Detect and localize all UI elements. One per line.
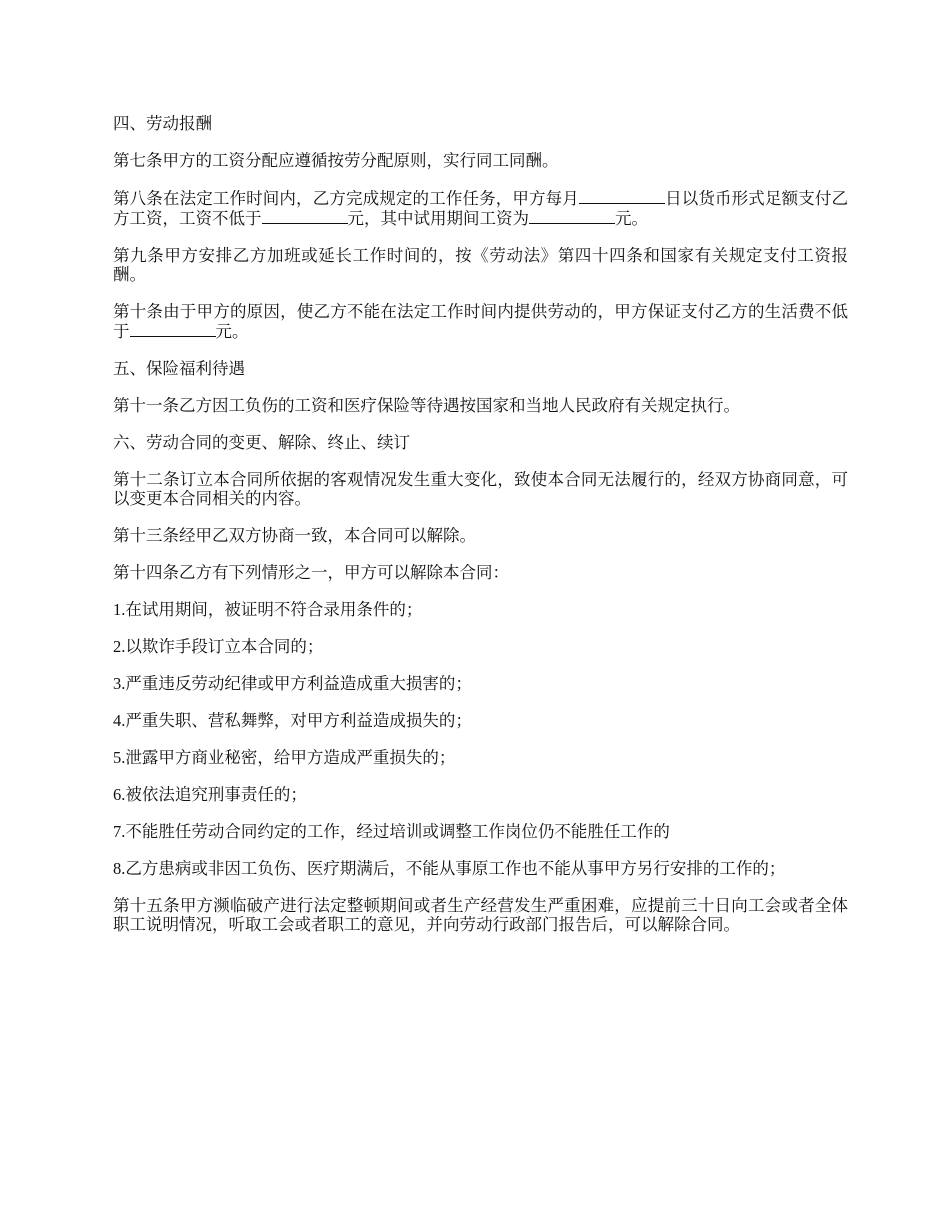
article-10 bbox=[113, 302, 848, 341]
min-wage-blank[interactable] bbox=[262, 208, 348, 224]
list-item-1: 1.在试用期间，被证明不符合录用条件的； bbox=[113, 600, 423, 619]
list-item-4: 4.严重失职、营私舞弊，对甲方利益造成损失的； bbox=[113, 711, 472, 730]
article-14: 第十四条乙方有下列情形之一，甲方可以解除本合同： bbox=[113, 563, 509, 582]
article-9: 第九条甲方安排乙方加班或延长工作时间的，按《劳动法》第四十四条和国家有关规定支付工资报酬。 bbox=[113, 246, 848, 284]
article-13: 第十三条经甲乙双方协商一致，本合同可以解除。 bbox=[113, 526, 476, 545]
article-15: 第十五条甲方濒临破产进行法定整顿期间或者生产经营发生严重困难，应提前三十日向工会或者全体职工说明情况，听取工会或者职工的意见，并向劳动行政部门报告后，可以解除合同。 bbox=[113, 896, 848, 934]
article-10-text-1: 第十条由于甲方的原因，使乙方不能在法定工作时间内提供劳动的，甲方保证支付乙方的生活费不低于 bbox=[113, 302, 848, 341]
article-8-text-4: 元。 bbox=[615, 209, 648, 228]
pay-day-blank[interactable] bbox=[579, 188, 665, 204]
article-8-text-2: 日以货币形式足额支付乙方工资，工资不低于 bbox=[113, 189, 849, 228]
article-7: 第七条甲方的工资分配应遵循按劳分配原则，实行同工同酬。 bbox=[113, 151, 559, 170]
article-10-text-2: 元。 bbox=[215, 322, 249, 341]
living-allowance-blank[interactable] bbox=[130, 321, 216, 337]
article-11: 第十一条乙方因工负伤的工资和医疗保险等待遇按国家和当地人民政府有关规定执行。 bbox=[113, 396, 740, 415]
list-item-6: 6.被依法追究刑事责任的； bbox=[113, 785, 307, 804]
probation-wage-blank[interactable] bbox=[529, 208, 615, 224]
article-8 bbox=[113, 188, 848, 228]
article-8-text-3: 元，其中试用期间工资为 bbox=[347, 209, 529, 228]
list-item-2: 2.以欺诈手段订立本合同的； bbox=[113, 637, 324, 656]
list-item-7: 7.不能胜任劳动合同约定的工作，经过培训或调整工作岗位仍不能胜任工作的 bbox=[113, 822, 670, 841]
list-item-3: 3.严重违反劳动纪律或甲方利益造成重大损害的； bbox=[113, 674, 472, 693]
list-item-5: 5.泄露甲方商业秘密，给甲方造成严重损失的； bbox=[113, 748, 456, 767]
section-heading-contract-changes: 六、劳动合同的变更、解除、终止、续订 bbox=[113, 433, 410, 452]
section-heading-labor-pay: 四、劳动报酬 bbox=[113, 114, 212, 133]
list-item-8: 8.乙方患病或非因工负伤、医疗期满后，不能从事原工作也不能从事甲方另行安排的工作的； bbox=[113, 859, 786, 878]
article-8-text-1: 第八条在法定工作时间内，乙方完成规定的工作任务，甲方每月 bbox=[113, 189, 579, 208]
section-heading-insurance: 五、保险福利待遇 bbox=[113, 359, 245, 378]
article-12: 第十二条订立本合同所依据的客观情况发生重大变化，致使本合同无法履行的，经双方协商同意，可以变更本合同相关的内容。 bbox=[113, 470, 848, 508]
document-page bbox=[113, 114, 848, 952]
